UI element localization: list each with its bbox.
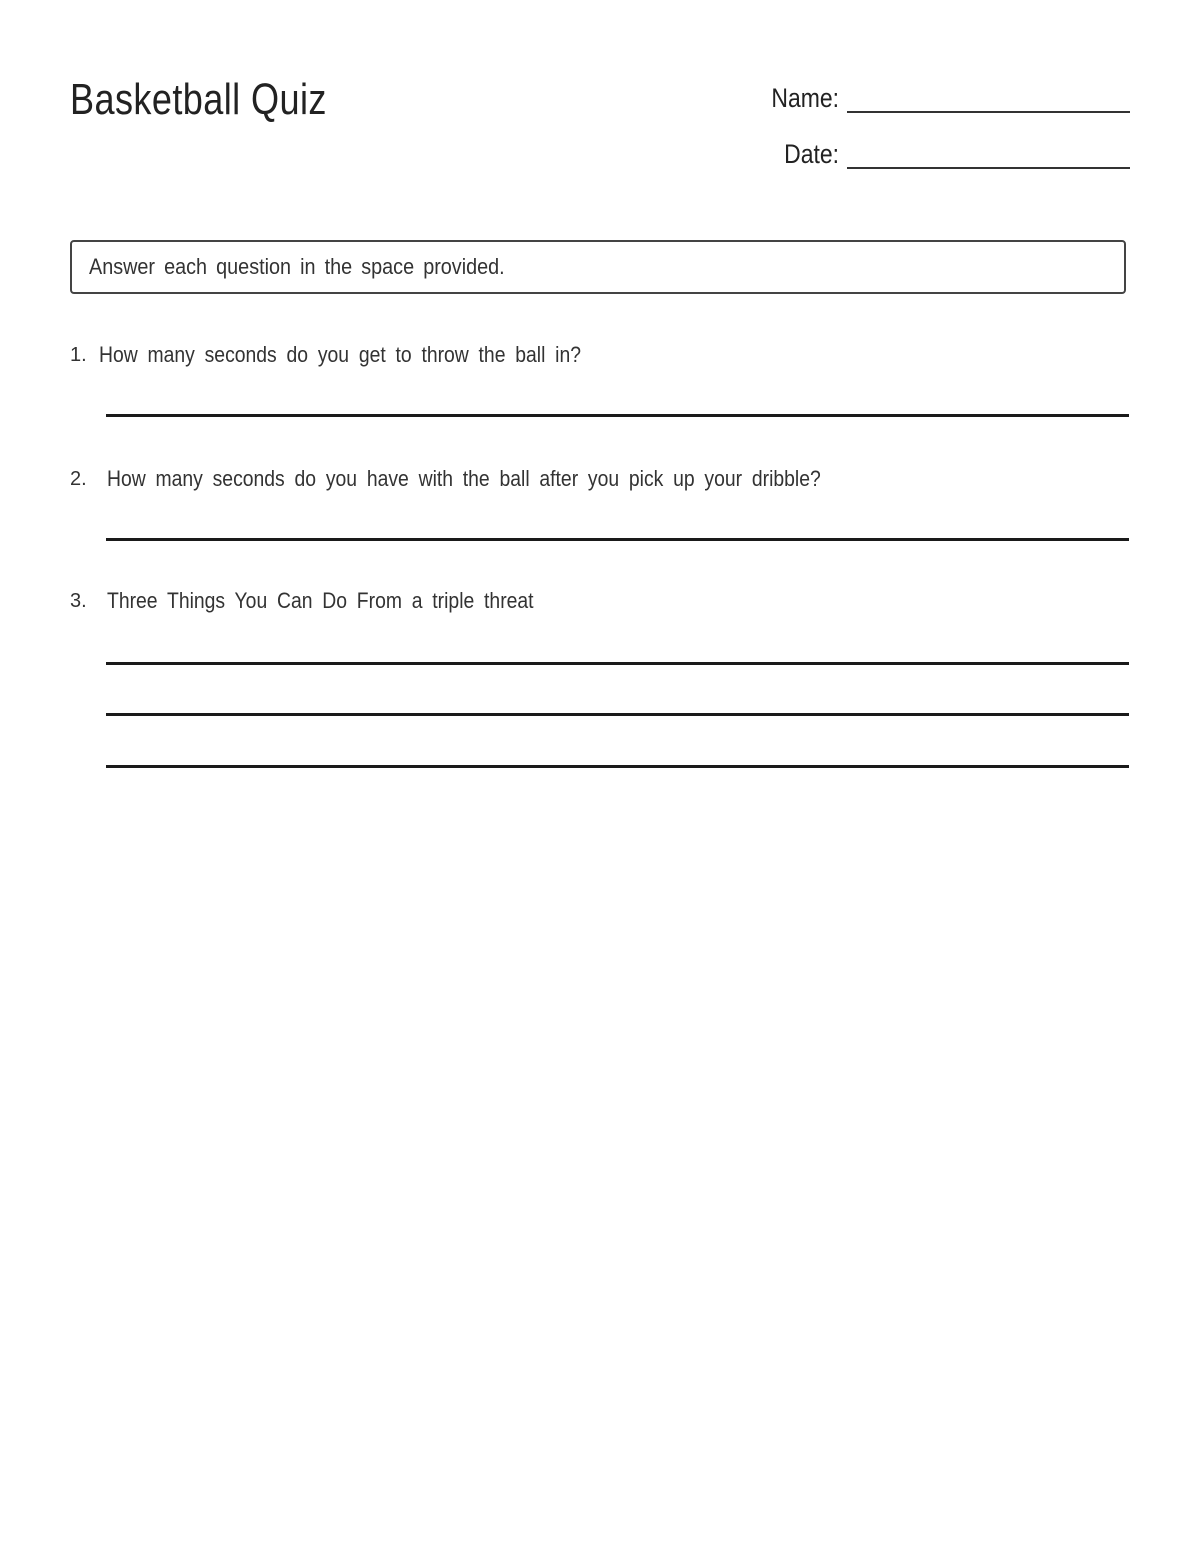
question-number: 1. [70,344,87,366]
answer-line-3c[interactable] [106,765,1129,768]
name-input-line[interactable] [847,111,1130,113]
date-input-line[interactable] [847,167,1130,169]
answer-line-3a[interactable] [106,662,1129,665]
answer-line-3b[interactable] [106,713,1129,716]
name-label: Name: [771,83,839,113]
date-label: Date: [784,139,839,169]
instructions-box [70,240,1126,294]
page-title: Basketball Quiz [70,75,327,124]
question-text: How many seconds do you get to throw the ball in? [99,342,582,367]
answer-line-1[interactable] [106,414,1129,417]
question-text: Three Things You Can Do From a triple threat [107,588,534,613]
question-number: 2. [70,468,87,490]
answer-line-2[interactable] [106,538,1129,541]
name-field-row[interactable] [749,75,1130,115]
question-text: How many seconds do you have with the ball after you pick up your dribble? [107,466,821,491]
date-field-row[interactable] [749,131,1130,171]
question-number: 3. [70,590,87,612]
instructions-text: Answer each question in the space provided. [89,254,505,279]
